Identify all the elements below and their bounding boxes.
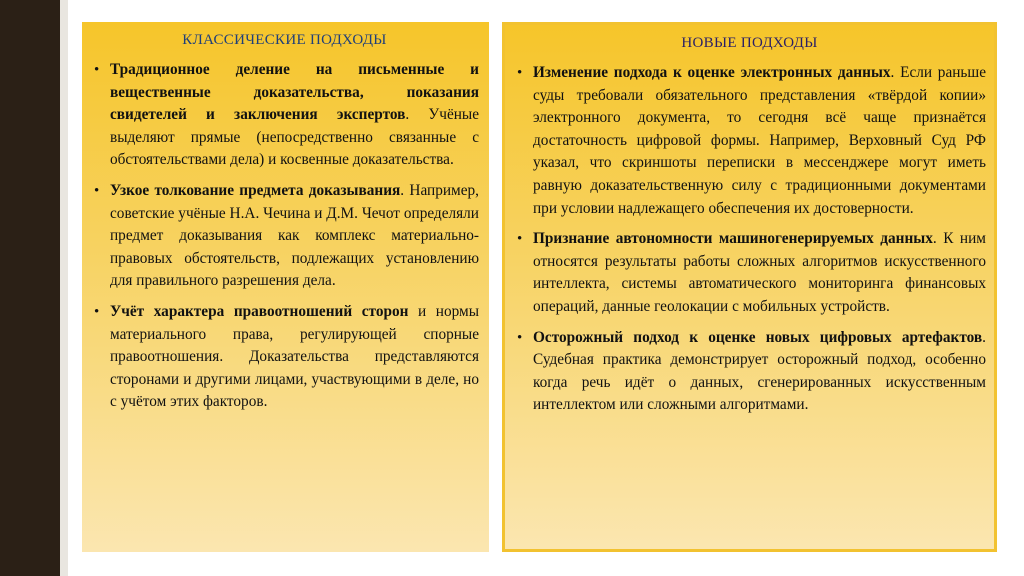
list-item: [513, 327, 986, 417]
bullet-icon: •: [517, 65, 523, 81]
decorative-left-band: [0, 0, 60, 576]
item-text: . Если раньше суды требовали обязательного представления «твёрдой копии» электронного документа, то сегодня всё чаще признаётся достаточность цифровой формы. Например, Верховный Суд РФ указал, что скриншоты переписки в мессенджере могут иметь равную доказательственную силу с традиционными документами при условии надлежащего обеспечения их достоверности.: [533, 64, 986, 217]
item-heading: Признание автономности машиногенерируемых данных: [533, 230, 933, 248]
list-item: [90, 180, 479, 293]
classic-approaches-title: КЛАССИЧЕСКИЕ ПОДХОДЫ: [182, 32, 387, 48]
bullet-icon: •: [94, 62, 100, 78]
list-item: [90, 59, 479, 172]
bullet-icon: •: [94, 182, 100, 199]
bullet-icon: •: [517, 231, 523, 248]
new-approaches-list: [513, 62, 986, 417]
item-heading: Учёт характера правоотношений сторон: [110, 302, 409, 320]
list-item: [90, 301, 479, 414]
classic-approaches-list: [90, 59, 479, 414]
item-text: . К ним относятся результаты работы сложных алгоритмов искусственного интеллекта, системы автоматического мониторинга финансовых операций, данные геолокации с мобильных устройств.: [533, 230, 986, 315]
item-text: . Например, советские учёные Н.А. Чечина и Д.М. Чечот определяли предмет доказывания как комплекс материально-правовых обстоятельств, подлежащих установлению для правильного разрешения дела.: [110, 181, 480, 290]
item-text: . Судебная практика демонстрирует осторожный подход, особенно когда речь идёт о данных, сгенерированных искусственным интеллектом или сложными алгоритмами.: [533, 328, 986, 414]
list-item: [513, 62, 986, 220]
item-heading: Изменение подхода к оценке электронных данных: [533, 64, 891, 81]
decorative-left-stripe: [60, 0, 68, 576]
item-heading: Традиционное деление на письменные и вещественные доказательства, показания свидетелей и заключения экспертов: [110, 61, 479, 124]
item-heading: Осторожный подход к оценке новых цифровых артефактов: [533, 328, 983, 346]
bullet-icon: •: [94, 303, 100, 320]
item-text: и нормы материального права, регулирующей спорные правоотношения. Доказательства представляются сторонами и другими лицами, участвующими в деле, но с учётом этих факторов.: [110, 302, 480, 411]
new-approaches-title: НОВЫЕ ПОДХОДЫ: [681, 35, 818, 51]
bullet-icon: •: [517, 329, 523, 346]
item-text: . Учёные выделяют прямые (непосредственно связанные с обстоятельствами дела) и косвенные доказательства.: [110, 106, 479, 169]
item-heading: Узкое толкование предмета доказывания: [110, 181, 401, 199]
classic-approaches-panel: [82, 22, 489, 552]
list-item: [513, 228, 986, 318]
new-approaches-panel: [502, 22, 997, 552]
